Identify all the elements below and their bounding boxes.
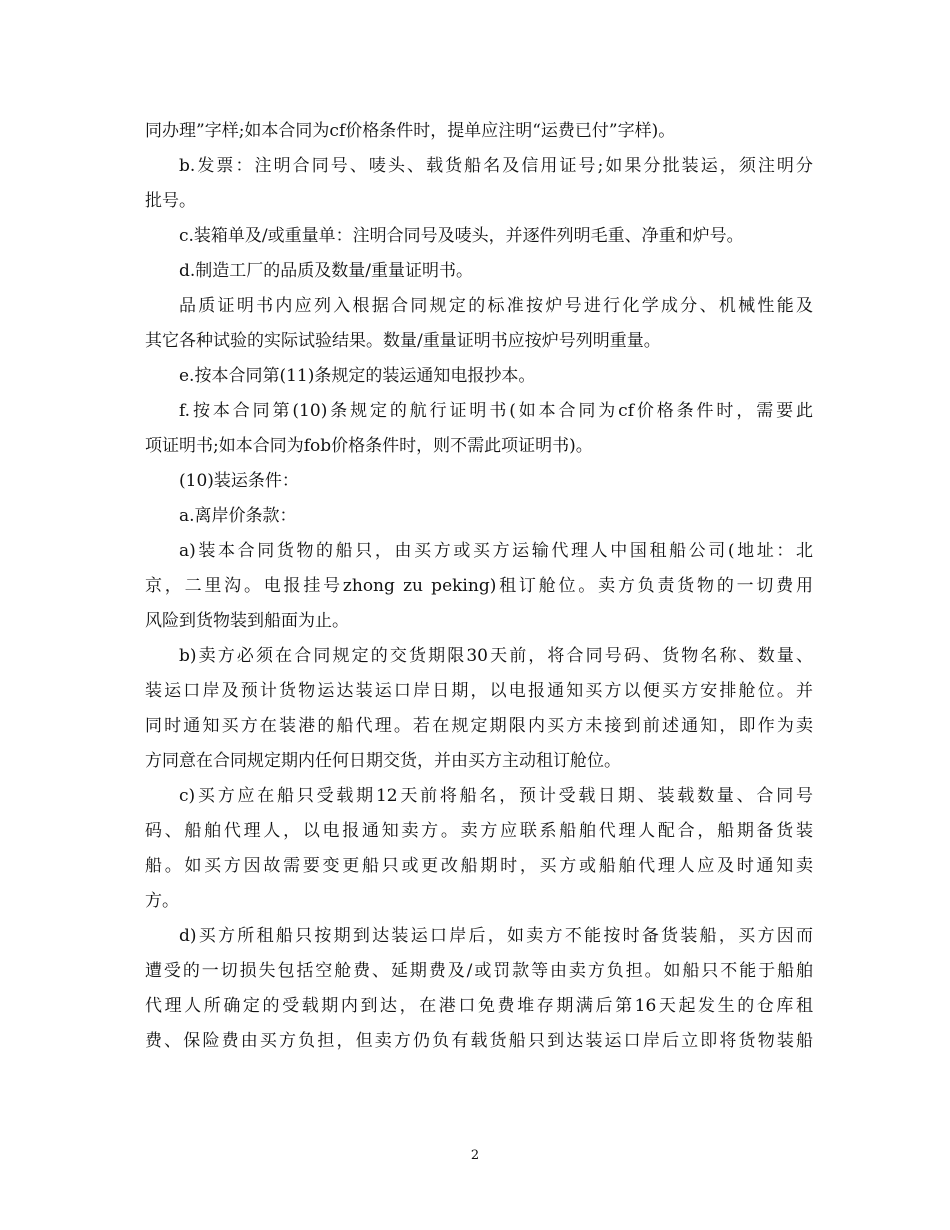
text-line: 装运口岸及预计货物运达装运口岸日期，以电报通知买方以便买方安排舱位。并 — [145, 681, 813, 701]
text-line: e.按本合同第(11)条规定的装运通知电报抄本。 — [179, 366, 536, 386]
text-line: a.离岸价条款： — [179, 506, 297, 526]
text-line: f.按本合同第(10)条规定的航行证明书(如本合同为cf价格条件时，需要此 — [179, 401, 813, 421]
text-line: 同办理”字样;如本合同为cf价格条件时，提单应注明“运费已付”字样)。 — [145, 121, 676, 141]
text-line: d.制造工厂的品质及数量/重量证明书。 — [179, 261, 474, 281]
text-line: 同时通知买方在装港的船代理。若在规定期限内买方未接到前述通知，即作为卖 — [145, 716, 813, 736]
text-line: 其它各种试验的实际试验结果。数量/重量证明书应按炉号列明重量。 — [145, 331, 661, 351]
text-line: 风险到货物装到船面为止。 — [145, 611, 349, 631]
text-line: 方。 — [145, 891, 179, 911]
text-line: (10)装运条件： — [179, 471, 299, 491]
text-line: 项证明书;如本合同为fob价格条件时，则不需此项证明书)。 — [145, 436, 593, 456]
text-line: 代理人所确定的受载期内到达，在港口免费堆存期满后第16天起发生的仓库租 — [145, 996, 813, 1016]
text-line: 码、船舶代理人，以电报通知卖方。卖方应联系船舶代理人配合，船期备货装 — [145, 821, 813, 841]
text-line: 方同意在合同规定期内任何日期交货，并由买方主动租订舱位。 — [145, 751, 621, 771]
text-line: 京，二里沟。电报挂号zhong zu peking)租订舱位。卖方负责货物的一切费用 — [145, 576, 813, 596]
text-line: 品质证明书内应列入根据合同规定的标准按炉号进行化学成分、机械性能及 — [179, 296, 813, 316]
text-line: a)装本合同货物的船只，由买方或买方运输代理人中国租船公司(地址：北 — [179, 541, 813, 561]
text-line: d)买方所租船只按期到达装运口岸后，如卖方不能按时备货装船，买方因而 — [179, 926, 813, 946]
text-line: 船。如买方因故需要变更船只或更改船期时，买方或船舶代理人应及时通知卖 — [145, 856, 813, 876]
text-line: c)买方应在船只受载期12天前将船名，预计受载日期、装载数量、合同号 — [179, 786, 813, 806]
text-line: c.装箱单及/或重量单：注明合同号及唛头，并逐件列明毛重、净重和炉号。 — [179, 226, 744, 246]
text-line: 批号。 — [145, 191, 196, 211]
page-number: 2 — [470, 1148, 480, 1163]
text-line: 费、保险费由买方负担，但卖方仍负有载货船只到达装运口岸后立即将货物装船 — [145, 1031, 813, 1051]
text-line: b)卖方必须在合同规定的交货期限30天前，将合同号码、货物名称、数量、 — [179, 646, 813, 666]
text-line: b.发票：注明合同号、唛头、载货船名及信用证号;如果分批装运，须注明分 — [179, 156, 813, 176]
document-body — [145, 114, 813, 1059]
text-line: 遭受的一切损失包括空舱费、延期费及/或罚款等由卖方负担。如船只不能于船舶 — [145, 961, 813, 981]
